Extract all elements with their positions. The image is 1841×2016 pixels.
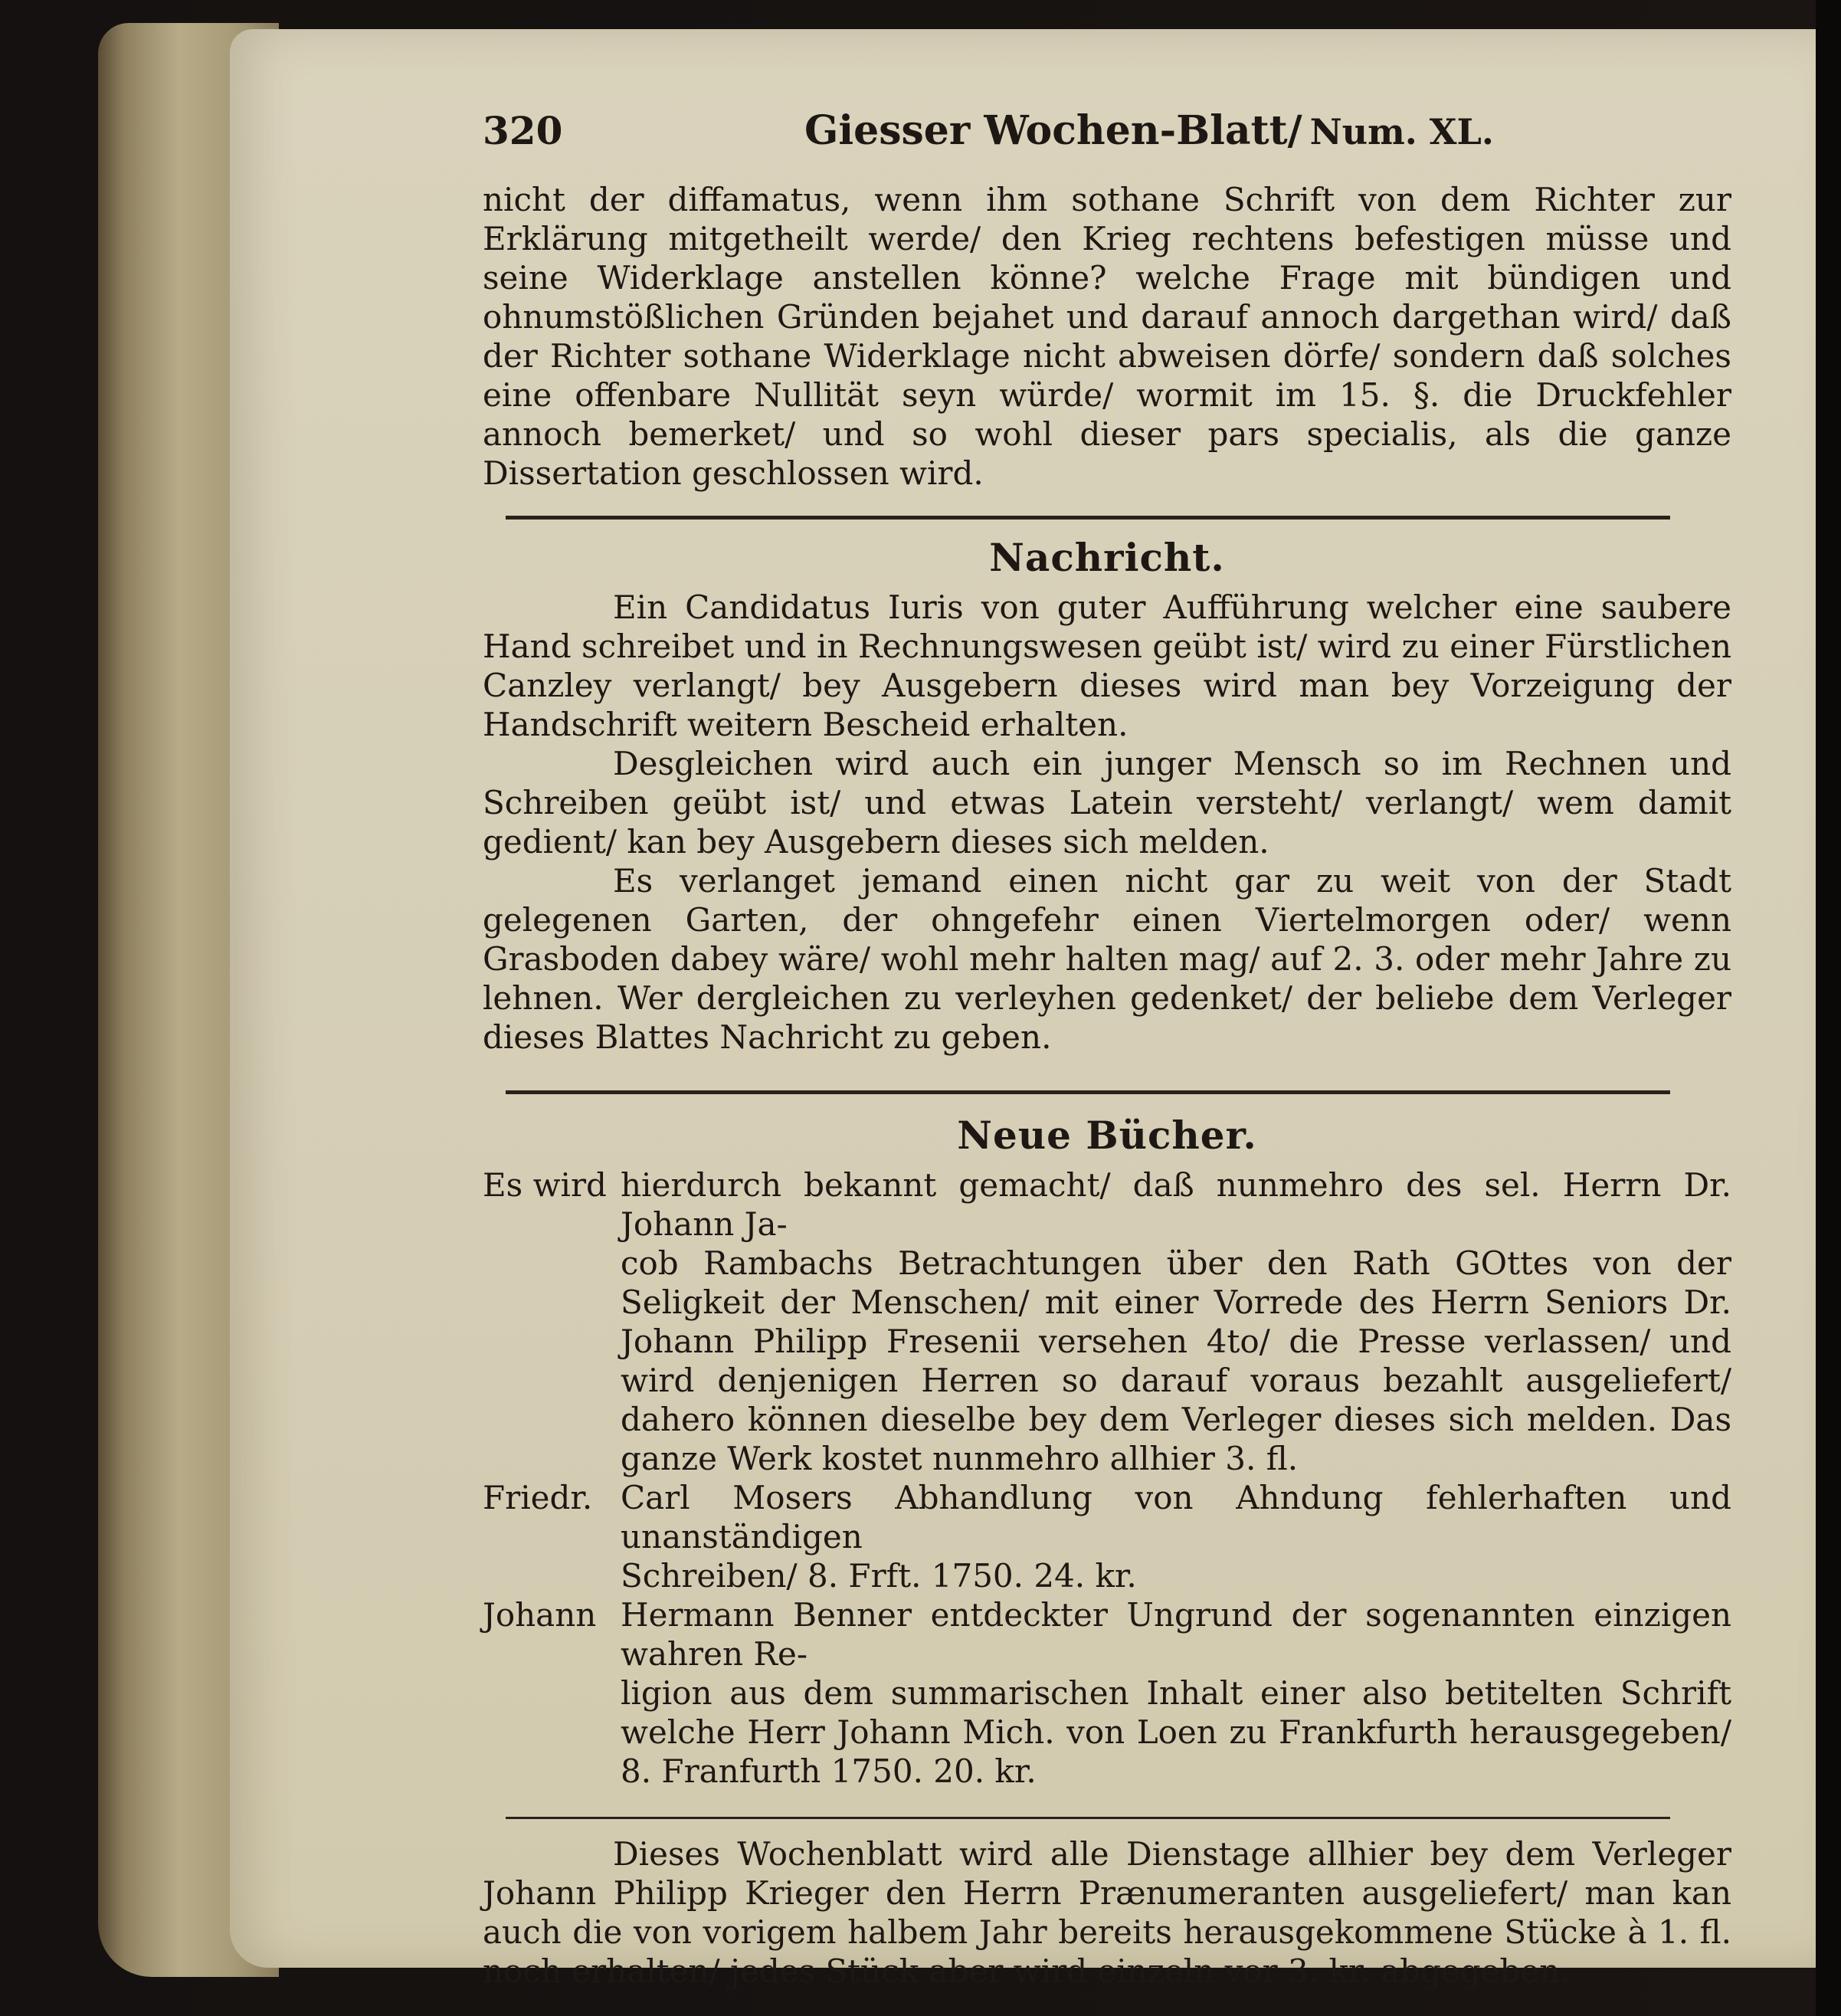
book-entry	[483, 1595, 1731, 1673]
running-title: Giesser Wochen-Blatt/	[804, 107, 1302, 154]
book-first-line: Carl Mosers Abhandlung von Ahndung fehlerhaften und unanständigen	[621, 1479, 1731, 1555]
page-content	[483, 107, 1731, 1991]
page-number: 320	[483, 108, 563, 153]
footer-note	[483, 1834, 1731, 1991]
book-body: Schreiben/ 8. Frft. 1750. 24. kr.	[621, 1557, 1137, 1595]
footer-paragraph: Dieses Wochenblatt wird alle Dienstage allhier bey dem Verleger Johann Philipp Krieger den Herrn Prænumeranten ausgeliefert/ man kan auch die von vorigem halbem Jahr bereits herausgekommene Stücke à 1. fl. noch erhalten/ jedes Stück aber wird einzeln vor 3. kr. abgegeben.	[483, 1835, 1731, 1990]
book-lead: Es wird	[483, 1166, 607, 1204]
intro-paragraph: nicht der diffamatus, wenn ihm sothane Schrift von dem Richter zur Erklärung mitgetheilt werde/ den Krieg rechtens befestigen müsse und seine Widerklage anstellen könne? welche Frage mit bündigen und ohnumstößlichen Gründen bejahet und darauf annoch dargethan wird/ daß der Richter sothane Widerklage nicht abweisen dörfe/ sondern daß solches eine offenbare Nullität seyn würde/ wormit im 15. §. die Druckfehler annoch bemerket/ und so wohl dieser pars specialis, als die ganze Dissertation geschlossen wird.	[483, 181, 1731, 492]
book-lead: Friedr.	[483, 1479, 593, 1516]
book-lead: Johann	[483, 1596, 597, 1634]
right-border	[1816, 0, 1841, 2016]
book-first-line: Hermann Benner entdeckter Ungrund der sogenannten einzigen wahren Re-	[621, 1596, 1731, 1673]
divider	[506, 516, 1670, 520]
book-entry	[483, 1165, 1731, 1244]
page-header	[483, 107, 1731, 180]
issue-number: Num. XL.	[1309, 111, 1494, 152]
book-entry	[483, 1478, 1731, 1556]
section-heading-nachricht: Nachricht.	[989, 535, 1225, 580]
book-first-line: hierdurch bekannt gemacht/ daß nunmehro des sel. Herrn Dr. Johann Ja-	[621, 1166, 1731, 1243]
book-body: cob Rambachs Betrachtungen über den Rath GOttes von der Seligkeit der Menschen/ mit einer Vorrede des Herrn Seniors Dr. Johann Philipp Fresenii versehen 4to/ die Presse verlassen/ und wird denjenigen Herren so darauf voraus bezahlt ausgeliefert/ dahero können dieselbe bey dem Verleger dieses sich melden. Das ganze Werk kostet nunmehro allhier 3. fl.	[621, 1244, 1731, 1477]
divider	[506, 1090, 1670, 1094]
notice-paragraph: Es verlanget jemand einen nicht gar zu weit von der Stadt gelegenen Garten, der ohngefehr einen Viertelmorgen oder/ wenn Grasboden dabey wäre/ wohl mehr halten mag/ auf 2. 3. oder mehr Jahre zu lehnen. Wer dergleichen zu verleyhen gedenket/ der beliebe dem Verleger dieses Blattes Nachricht zu geben.	[483, 862, 1731, 1056]
notice-paragraph: Desgleichen wird auch ein junger Mensch so im Rechnen und Schreiben geübt ist/ und etwas Latein versteht/ verlangt/ wem damit gedient/ kan bey Ausgebern dieses sich melden.	[483, 745, 1731, 860]
book-body: ligion aus dem summarischen Inhalt einer also betitelten Schrift welche Herr Johann Mich. von Loen zu Frankfurth herausgegeben/ 8. Franfurth 1750. 20. kr.	[621, 1674, 1731, 1790]
section-heading-neue-buecher: Neue Bücher.	[957, 1113, 1257, 1158]
notice-paragraph: Ein Candidatus Iuris von guter Aufführung welcher eine saubere Hand schreibet und in Rechnungswesen geübt ist/ wird zu einer Fürstlichen Canzley verlangt/ bey Ausgebern dieses wird man bey Vorzeigung der Handschrift weitern Bescheid erhalten.	[483, 588, 1731, 743]
divider	[506, 1817, 1670, 1819]
